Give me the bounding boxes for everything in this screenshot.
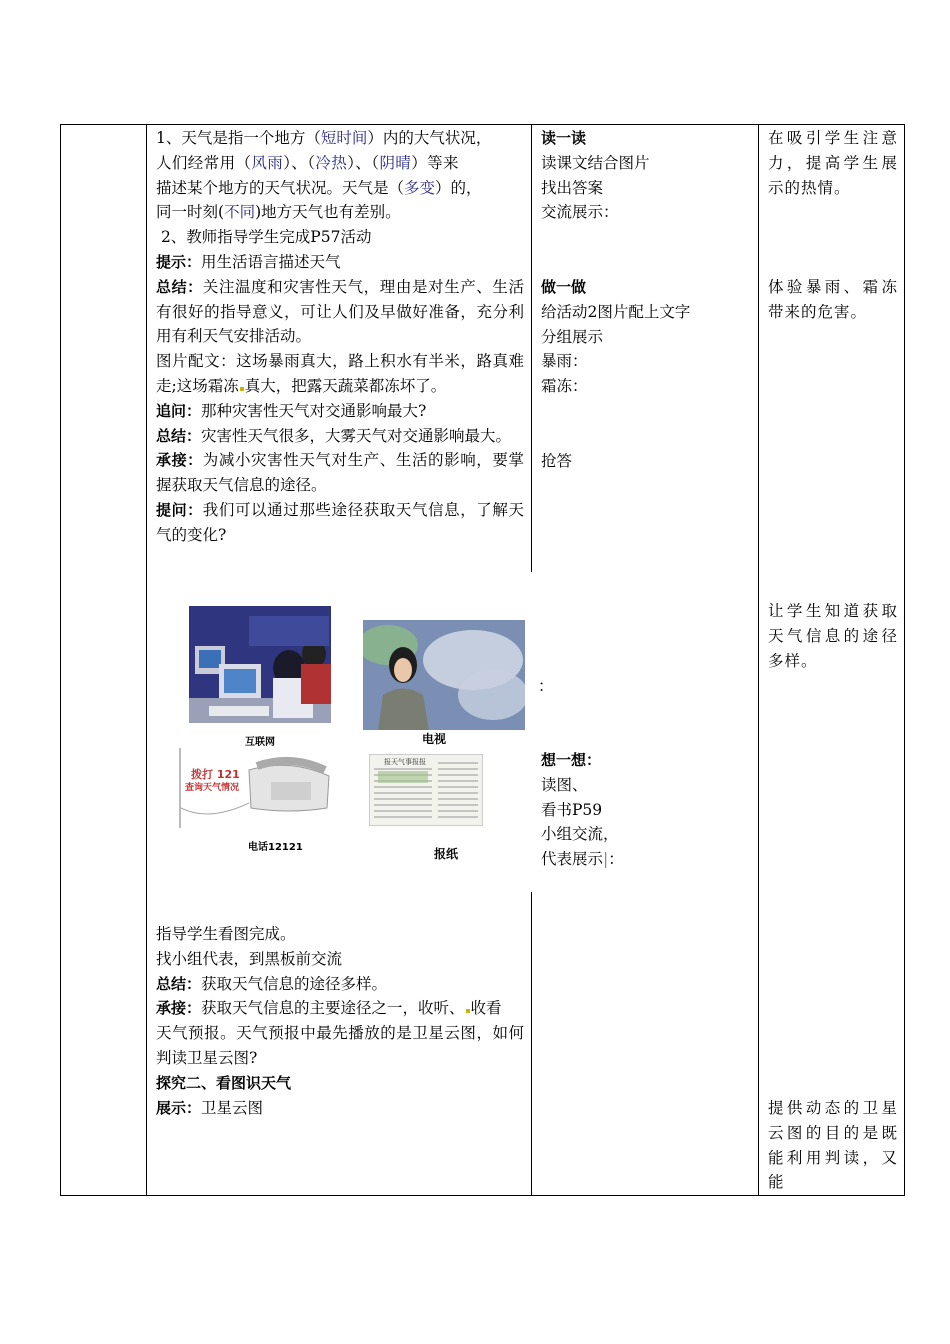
caption-tv: 电视 <box>422 732 447 746</box>
activity-instruction: 2、教师指导学生完成P57活动 <box>156 228 372 247</box>
summary-paragraph-2: 总结：灾害性天气很多，大雾天气对交通影响最大。 <box>156 426 512 445</box>
question-paragraph: 提问：我们可以通过那些途径获取天气信息，了解天气的变化? <box>156 500 524 544</box>
read-step-2: 找出答案 <box>541 178 604 197</box>
caption-phone: 电话12121 <box>248 842 303 853</box>
question-label: 提问： <box>156 500 203 519</box>
read-heading: 读一读 <box>541 129 587 147</box>
transition-label: 承接： <box>156 451 203 470</box>
design-note-3: 让学生知道获取天气信息的途径多样。 <box>768 602 898 670</box>
show-paragraph: 展示：卫星云图 <box>156 1098 264 1117</box>
summary-label: 总结： <box>156 277 203 296</box>
read-step-3: 交流展示： <box>541 203 619 222</box>
transition-paragraph-2-cont: 天气预报。天气预报中最先播放的是卫星云图，如何判读卫星云图? <box>156 1024 524 1067</box>
colon-mark: ： <box>538 677 554 695</box>
marker-dot <box>240 387 244 391</box>
tip-paragraph: 提示：用生活语言描述天气 <box>156 252 341 271</box>
picture-caption-paragraph: 图片配文：这场暴雨真大，路上积水有半米，路真难走;这场霜冻 真大，把露天蔬菜都冻坏了。 <box>156 352 524 395</box>
follow-up-label: 追问： <box>156 401 202 420</box>
caption-newspaper: 报纸 <box>434 847 459 861</box>
do-step-3: 暴雨： <box>541 352 588 371</box>
answer-cloudy-sunny: 阴晴 <box>379 153 412 172</box>
column-divider <box>758 125 759 1195</box>
design-note-4: 提供动态的卫星云图的目的是既能利用判读，又能 <box>768 1099 898 1192</box>
design-note-2: 体验暴雨、霜冻带来的危害。 <box>768 278 898 321</box>
definition-line-4: 同一时刻(不同)地方天气也有差别。 <box>156 203 401 222</box>
guide-line-2: 找小组代表，到黑板前交流 <box>156 949 343 968</box>
answer-changeable: 多变 <box>404 178 436 197</box>
phone-photo <box>179 748 335 828</box>
do-heading: 做一做 <box>541 278 587 296</box>
marker-dot <box>466 1009 470 1013</box>
summary-label: 总结： <box>156 426 202 445</box>
student-think-block <box>541 748 753 872</box>
transition-paragraph-1: 承接：为减小灾害性天气对生产、生活的影响，要掌握获取天气信息的途径。 <box>156 451 524 495</box>
section-heading-explore-two: 探究二、看图识天气 <box>156 1073 292 1092</box>
think-heading: 想一想： <box>541 751 602 769</box>
transition-paragraph-2: 承接：获取天气信息的主要途径之一，收听、 收看 <box>156 999 502 1018</box>
caption-internet: 互联网 <box>245 737 275 748</box>
summary-label: 总结： <box>156 974 202 993</box>
think-step-3: 小组交流， <box>541 825 619 844</box>
student-do-block <box>541 275 753 399</box>
think-step-4: 代表展示|： <box>541 850 624 869</box>
internet-photo <box>189 606 331 723</box>
phone-sign-line-2: 查询天气情况 <box>185 783 240 793</box>
answer-different: 不同 <box>224 203 256 222</box>
design-note-1: 在吸引学生注意力，提高学生展示的热情。 <box>768 129 898 197</box>
answer-wind-rain: 风雨 <box>251 153 284 172</box>
do-step-2: 分组展示 <box>541 327 604 346</box>
read-step-1: 读课文结合图片 <box>541 153 650 172</box>
transition-label: 承接： <box>156 999 202 1018</box>
answer-cold-hot: 冷热 <box>315 153 348 172</box>
definition-line-2: 人们经常用（风雨）、（冷热）、（阴晴）等来 <box>156 153 459 172</box>
teacher-activity-column-lower <box>156 922 524 1120</box>
definition-line-1: 1、天气是指一个地方（短时间）内的大气状况， <box>156 129 492 147</box>
follow-up-question: 追问：那种灾害性天气对交通影响最大? <box>156 401 427 420</box>
think-step-1: 读图、 <box>541 775 588 794</box>
do-step-1: 给活动2图片配上文字 <box>541 302 691 321</box>
summary-paragraph-3: 总结：获取天气信息的途径多样。 <box>156 974 388 993</box>
think-step-2: 看书P59 <box>541 800 603 819</box>
definition-line-3: 描述某个地方的天气状况。天气是（多变）的， <box>156 178 482 197</box>
summary-paragraph-1: 总结：关注温度和灾害性天气，理由是对生产、生活有很好的指导意义，可让人们及早做好准备，充分利用有利天气安排活动。 <box>156 277 524 346</box>
answer-short-time: 短时间 <box>320 129 368 147</box>
tip-label: 提示： <box>156 252 202 271</box>
tv-photo <box>363 620 525 730</box>
newspaper-title: 报天气事报报 <box>384 758 426 766</box>
show-label: 展示： <box>156 1098 202 1117</box>
do-step-4: 霜冻： <box>541 377 588 396</box>
newspaper-photo <box>369 754 483 826</box>
rush-answer: 抢答 <box>541 452 573 470</box>
guide-line-1: 指导学生看图完成。 <box>156 925 296 943</box>
column-divider <box>146 125 147 1195</box>
student-activity-column <box>541 126 753 225</box>
text-cursor-mark: | <box>603 850 609 869</box>
teacher-activity-column <box>156 126 524 548</box>
phone-sign-line-1: 拨打 121 <box>191 768 240 781</box>
